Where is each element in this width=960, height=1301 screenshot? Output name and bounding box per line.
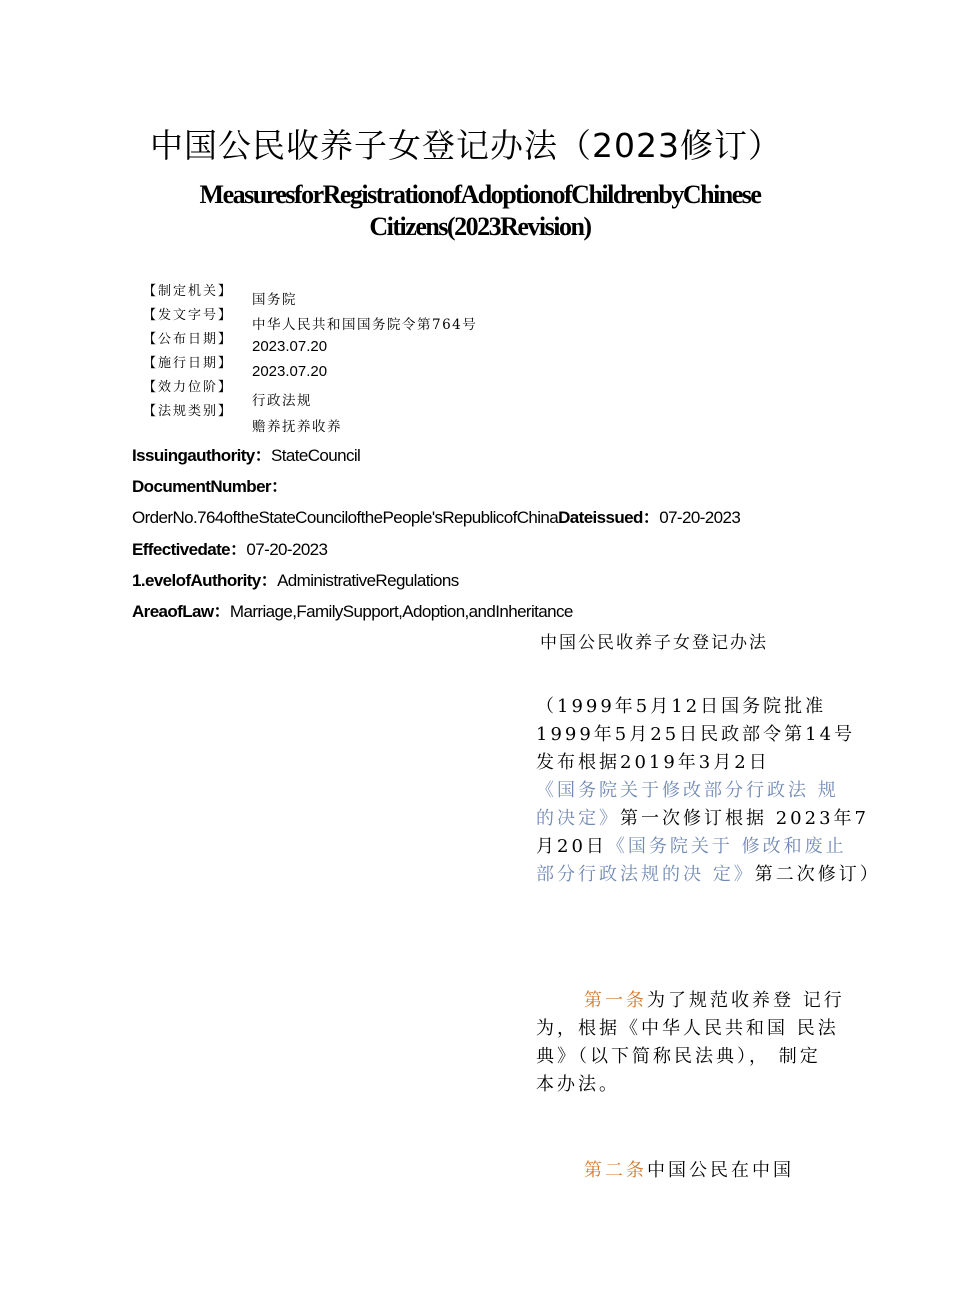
en-meta-effective-value: 07-20-2023 [246, 540, 328, 559]
history-line-7-link[interactable]: 部分行政法规的决 定》 [536, 864, 755, 885]
history-line-3: 发布根据2019年3月2日 [536, 752, 770, 773]
history-line-1: （1999年5月12日国务院批准 [536, 696, 827, 717]
en-meta-level [132, 566, 459, 591]
article-2-text-1: 中国公民在中国 [647, 1160, 794, 1181]
meta-value-published: 2023.07.20 [252, 338, 328, 355]
meta-value-effective: 2023.07.20 [252, 363, 328, 380]
meta-label-docnum: 【发文字号】 [143, 308, 234, 323]
meta-label-level: 【效力位阶】 [143, 380, 234, 395]
en-meta-dateissued-label: Dateissued： [558, 508, 660, 527]
meta-label-effective: 【施行日期】 [143, 356, 234, 371]
meta-label-published: 【公布日期】 [143, 332, 234, 347]
history-line-5-link[interactable]: 的决定》 [536, 808, 620, 829]
en-meta-effective [132, 535, 327, 560]
article-1-label: 第一条 [584, 990, 647, 1011]
page-title-zh: 中国公民收养子女登记办法（2023修订） [150, 126, 782, 165]
history-line-7-rest: 第二次修订） [754, 864, 881, 885]
en-meta-area-value: Marriage,FamilySupport,Adoption,andInheritance [229, 602, 573, 621]
en-meta-level-label: 1.evelofAuthority： [132, 571, 278, 590]
en-meta-issuing-value: StateCouncil [271, 446, 361, 465]
history-line-5 [536, 804, 869, 830]
en-meta-issuing-label: Issuingauthority： [132, 446, 272, 465]
meta-value-level: 行政法规 [252, 393, 312, 409]
history-line-6-pre: 月20日 [536, 836, 607, 857]
history-line-2: 1999年5月25日民政部令第14号 [536, 724, 856, 745]
page-title-en-line1: MeasuresforRegistrationofAdoptionofChildrenbyChinese [199, 180, 761, 209]
meta-value-category: 赡养抚养收养 [252, 419, 342, 435]
en-meta-issuing [132, 441, 360, 466]
history-line-4-link[interactable]: 《国务院关于修改部分行政法 规 [536, 780, 839, 801]
en-meta-level-value: AdministrativeRegulations [277, 571, 459, 590]
meta-value-issuer: 国务院 [252, 292, 297, 308]
en-meta-area [132, 597, 573, 622]
page-title-en-line2: Citizens(2023Revision) [369, 212, 591, 241]
meta-label-category: 【法规类别】 [143, 404, 234, 419]
article-2-label: 第二条 [584, 1160, 647, 1181]
article-1-line-3: 典》（以下简称民法典）， 制定 [536, 1046, 821, 1067]
article-1-line-4: 本办法。 [536, 1074, 620, 1095]
history-line-6 [536, 832, 847, 858]
article-1-line-2: 为，根据《中华人民共和国 民法 [536, 1018, 839, 1039]
en-meta-docnum-dateissued [132, 503, 740, 528]
article-2-line-1 [584, 1156, 840, 1182]
en-meta-area-label: AreaofLaw： [132, 602, 230, 621]
article-1-text-1: 为了规范收养登 记行 [647, 990, 845, 1011]
en-meta-docnum-value: OrderNo.764oftheStateCouncilofthePeople'sRepublicofChina [132, 508, 559, 527]
en-meta-effective-label: Effectivedate： [132, 540, 247, 559]
history-line-7 [536, 860, 881, 886]
meta-value-docnum: 中华人民共和国国务院令第764号 [252, 317, 478, 333]
article-1-line-1 [584, 986, 845, 1012]
en-meta-docnum-label: DocumentNumber： [132, 477, 288, 496]
body-heading: 中国公民收养子女登记办法 [540, 633, 768, 653]
en-meta-dateissued-value: 07-20-2023 [659, 508, 741, 527]
en-meta-docnum [132, 472, 287, 497]
meta-label-issuer: 【制定机关】 [143, 284, 234, 299]
history-line-6-link[interactable]: 《国务院关于 修改和废止 [606, 836, 847, 857]
history-line-5-rest: 第一次修订根据 2023年7 [620, 808, 869, 829]
